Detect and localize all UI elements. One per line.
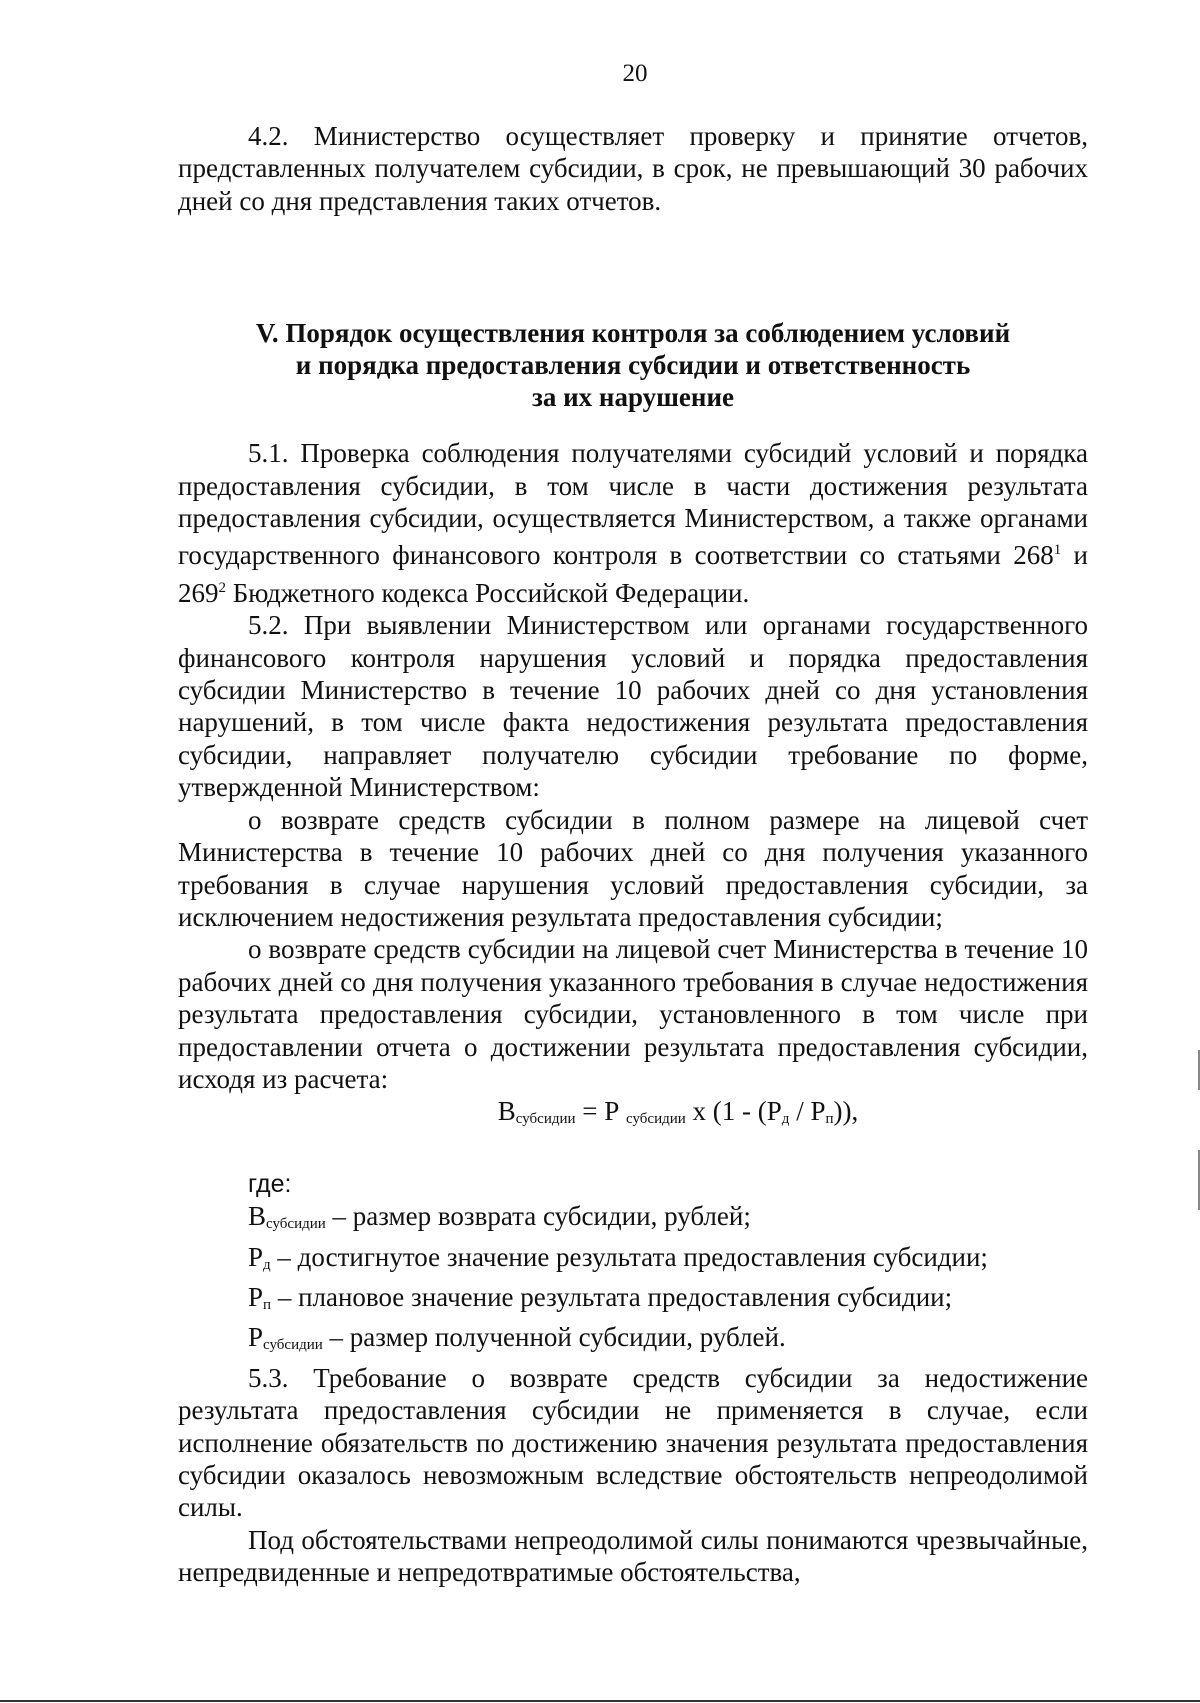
paragraph-return-full: о возврате средств субсидии в полном размере на лицевой счет Министерства в течение 10 рабочих дней со дня получения указанного требования в случае нарушения условий предоставления субсидии, за исключением недостижения результата предоставления субсидии; bbox=[178, 804, 1088, 932]
paragraph-5-1-text-c: Бюджетного кодекса Российской Федерации. bbox=[226, 577, 750, 608]
paragraph-4-2: 4.2. Министерство осуществляет проверку и принятие отчетов, представленных получателем субсидии, в срок, не превышающий 30 рабочих дней со дня представления таких отчетов. bbox=[178, 121, 1088, 216]
definition-text: – размер полученной субсидии, рублей. bbox=[322, 1322, 786, 1353]
definition-item bbox=[178, 1200, 1088, 1240]
definition-symbol: Р bbox=[248, 1241, 264, 1272]
formula-d-sub: д bbox=[781, 1111, 790, 1128]
paragraph-5-1-text-b: и 269 bbox=[178, 540, 1088, 608]
paragraph-5-1 bbox=[178, 437, 1088, 609]
paragraph-return-calc: о возврате средств субсидии на лицевой счет Министерства в течение 10 рабочих дней со дня получения указанного требования в случае недостижения результата предоставления субсидии, установленного в том числе при предоставлении отчета о достижении результата предоставления субсидии, исходя из расчета: bbox=[178, 934, 1088, 1094]
section-heading bbox=[178, 317, 1088, 413]
definition-text: – плановое значение результата предоставления субсидии; bbox=[271, 1281, 953, 1312]
section-heading-line-1: V. Порядок осуществления контроля за соблюдением условий bbox=[255, 318, 1011, 349]
formula-eq: = Р bbox=[575, 1096, 627, 1127]
where-label: где: bbox=[248, 1169, 292, 1198]
paragraph-5-2: 5.2. При выявлении Министерством или органами государственного финансового контроля нарушения условий и порядка предоставления субсидии Министерство в течение 10 рабочих дней со дня установления нарушений, в том числе факта недостижения результата предоставления субсидии, направляет получателю субсидии требование по форме, утвержденной Министерством: bbox=[178, 610, 1088, 803]
definition-symbol: В bbox=[248, 1201, 267, 1232]
formula-b-sub: субсидии bbox=[515, 1111, 576, 1128]
definition-subscript: субсидии bbox=[266, 1216, 326, 1233]
definition-subscript: субсидии bbox=[263, 1337, 323, 1354]
section-heading-line-2: и порядка предоставления субсидии и ответственность bbox=[295, 350, 971, 381]
definition-symbol: Р bbox=[248, 1281, 264, 1312]
section-heading-line-3: за их нарушение bbox=[532, 382, 734, 413]
definition-text: – размер возврата субсидии, рублей; bbox=[325, 1201, 751, 1232]
formula-slash: / Р bbox=[789, 1096, 826, 1127]
scan-bottom-edge bbox=[0, 1700, 1200, 1702]
paragraph-force-majeure: Под обстоятельствами непреодолимой силы понимаются чрезвычайные, непредвиденные и непредотвратимые обстоятельства, bbox=[178, 1524, 1088, 1588]
formula-p-sub: субсидии bbox=[626, 1111, 686, 1128]
definition-text: – достигнутое значение результата предоставления субсидии; bbox=[270, 1241, 988, 1272]
formula-mid: х (1 - (Р bbox=[685, 1096, 782, 1127]
definition-subscript: п bbox=[263, 1296, 272, 1313]
paragraph-5-1-text-a: 5.1. Проверка соблюдения получателями субсидий условий и порядка предоставления субсидии, в том числе в части достижения результата предоставления субсидии, осуществляется Министерством, а также органами государственного финансового контроля в соответствии со статьями 268 bbox=[178, 438, 1088, 571]
definition-item bbox=[178, 1321, 1088, 1361]
definition-subscript: д bbox=[263, 1256, 271, 1273]
return-formula bbox=[178, 1095, 1088, 1135]
definition-symbol: Р bbox=[248, 1322, 264, 1353]
document-body bbox=[178, 120, 1088, 1589]
superscript-2: 2 bbox=[218, 579, 226, 596]
formula-n-sub: п bbox=[825, 1111, 834, 1128]
page-number: 20 bbox=[622, 60, 648, 87]
formula-b: В bbox=[497, 1096, 516, 1127]
formula-end: )), bbox=[833, 1096, 859, 1127]
definition-item bbox=[178, 1241, 1088, 1281]
paragraph-5-3: 5.3. Требование о возврате средств субсидии за недостижение результата предоставления субсидии не применяется в случае, если исполнение обязательств по достижению значения результата предоставления субсидии оказалось невозможным вследствие обстоятельств непреодолимой силы. bbox=[178, 1362, 1088, 1523]
definition-item bbox=[178, 1281, 1088, 1321]
superscript-1: 1 bbox=[1053, 542, 1062, 559]
